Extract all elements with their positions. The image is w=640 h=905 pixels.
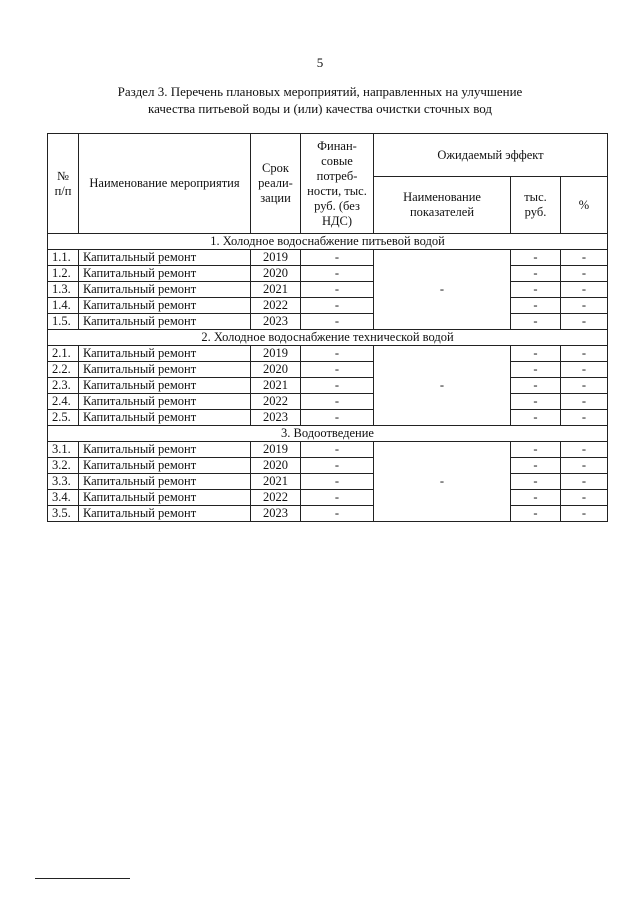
cell-finance: - (301, 490, 374, 506)
cell-thousand-rub: - (511, 394, 561, 410)
cell-year: 2019 (251, 442, 301, 458)
cell-name: Капитальный ремонт (79, 458, 251, 474)
cell-finance: - (301, 506, 374, 522)
cell-thousand-rub: - (511, 362, 561, 378)
cell-thousand-rub: - (511, 282, 561, 298)
cell-percent: - (561, 378, 608, 394)
header-thousand-rub: тыс. руб. (511, 177, 561, 234)
cell-num: 2.2. (48, 362, 79, 378)
cell-name: Капитальный ремонт (79, 442, 251, 458)
cell-thousand-rub: - (511, 490, 561, 506)
cell-finance: - (301, 442, 374, 458)
cell-percent: - (561, 282, 608, 298)
cell-year: 2023 (251, 410, 301, 426)
cell-finance: - (301, 314, 374, 330)
cell-name: Капитальный ремонт (79, 298, 251, 314)
cell-percent: - (561, 490, 608, 506)
cell-year: 2021 (251, 378, 301, 394)
cell-year: 2020 (251, 362, 301, 378)
cell-thousand-rub: - (511, 346, 561, 362)
header-finance: Финан-совые потреб-ности, тыс. руб. (без НДС) (301, 134, 374, 234)
cell-num: 3.1. (48, 442, 79, 458)
table-row (48, 458, 608, 474)
cell-num: 2.3. (48, 378, 79, 394)
table-header (48, 134, 608, 234)
cell-num: 3.4. (48, 490, 79, 506)
group-row (48, 234, 608, 250)
cell-year: 2019 (251, 346, 301, 362)
cell-name: Капитальный ремонт (79, 250, 251, 266)
cell-finance: - (301, 346, 374, 362)
page-number: 5 (316, 55, 324, 70)
cell-num: 2.1. (48, 346, 79, 362)
table-row (48, 410, 608, 426)
measures-table (47, 133, 608, 522)
cell-percent: - (561, 410, 608, 426)
cell-num: 3.5. (48, 506, 79, 522)
cell-finance: - (301, 474, 374, 490)
footnote-divider (35, 878, 130, 879)
cell-year: 2023 (251, 506, 301, 522)
section-title-line-2: качества питьевой воды и (или) качества очистки сточных вод (147, 101, 493, 116)
group-title: 1. Холодное водоснабжение питьевой водой (48, 234, 608, 250)
table-row (48, 282, 608, 298)
cell-year: 2023 (251, 314, 301, 330)
header-num: № п/п (48, 134, 79, 234)
cell-finance: - (301, 282, 374, 298)
cell-name: Капитальный ремонт (79, 490, 251, 506)
cell-year: 2021 (251, 474, 301, 490)
cell-thousand-rub: - (511, 410, 561, 426)
header-percent: % (561, 177, 608, 234)
cell-thousand-rub: - (511, 506, 561, 522)
cell-num: 1.2. (48, 266, 79, 282)
cell-percent: - (561, 314, 608, 330)
cell-name: Капитальный ремонт (79, 378, 251, 394)
cell-num: 2.5. (48, 410, 79, 426)
table-row (48, 362, 608, 378)
cell-thousand-rub: - (511, 474, 561, 490)
table-row (48, 378, 608, 394)
table-row (48, 506, 608, 522)
cell-percent: - (561, 506, 608, 522)
table-row (48, 314, 608, 330)
cell-name: Капитальный ремонт (79, 506, 251, 522)
cell-num: 1.3. (48, 282, 79, 298)
cell-finance: - (301, 362, 374, 378)
cell-thousand-rub: - (511, 298, 561, 314)
cell-name: Капитальный ремонт (79, 282, 251, 298)
cell-percent: - (561, 394, 608, 410)
cell-thousand-rub: - (511, 314, 561, 330)
cell-percent: - (561, 266, 608, 282)
cell-name: Капитальный ремонт (79, 266, 251, 282)
table-row (48, 394, 608, 410)
cell-name: Капитальный ремонт (79, 410, 251, 426)
table-row (48, 266, 608, 282)
group-row (48, 426, 608, 442)
header-term: Срок реали-зации (251, 134, 301, 234)
cell-finance: - (301, 266, 374, 282)
cell-percent: - (561, 362, 608, 378)
table-row (48, 442, 608, 458)
cell-name: Капитальный ремонт (79, 346, 251, 362)
cell-year: 2019 (251, 250, 301, 266)
cell-percent: - (561, 474, 608, 490)
table-row (48, 346, 608, 362)
table-row (48, 298, 608, 314)
cell-percent: - (561, 458, 608, 474)
cell-finance: - (301, 394, 374, 410)
cell-percent: - (561, 250, 608, 266)
group-title: 3. Водоотведение (48, 426, 608, 442)
table-row (48, 250, 608, 266)
header-indicator: Наименование показателей (374, 177, 511, 234)
cell-year: 2022 (251, 394, 301, 410)
header-name: Наименование мероприятия (79, 134, 251, 234)
cell-indicator: - (374, 250, 511, 330)
cell-thousand-rub: - (511, 250, 561, 266)
cell-thousand-rub: - (511, 458, 561, 474)
cell-num: 1.4. (48, 298, 79, 314)
cell-year: 2020 (251, 458, 301, 474)
cell-thousand-rub: - (511, 266, 561, 282)
cell-name: Капитальный ремонт (79, 314, 251, 330)
cell-finance: - (301, 410, 374, 426)
cell-thousand-rub: - (511, 442, 561, 458)
cell-percent: - (561, 298, 608, 314)
group-row (48, 330, 608, 346)
cell-num: 3.3. (48, 474, 79, 490)
cell-thousand-rub: - (511, 378, 561, 394)
cell-indicator: - (374, 346, 511, 426)
cell-year: 2021 (251, 282, 301, 298)
table-row (48, 490, 608, 506)
cell-percent: - (561, 442, 608, 458)
cell-num: 2.4. (48, 394, 79, 410)
group-title: 2. Холодное водоснабжение технической водой (48, 330, 608, 346)
cell-percent: - (561, 346, 608, 362)
cell-name: Капитальный ремонт (79, 394, 251, 410)
cell-year: 2022 (251, 490, 301, 506)
cell-year: 2022 (251, 298, 301, 314)
cell-name: Капитальный ремонт (79, 362, 251, 378)
cell-num: 1.5. (48, 314, 79, 330)
cell-finance: - (301, 298, 374, 314)
cell-year: 2020 (251, 266, 301, 282)
table-row (48, 474, 608, 490)
cell-finance: - (301, 458, 374, 474)
cell-finance: - (301, 378, 374, 394)
section-title-line-1: Раздел 3. Перечень плановых мероприятий, направленных на улучшение (117, 84, 523, 99)
cell-num: 1.1. (48, 250, 79, 266)
table-body (48, 234, 608, 522)
section-title (60, 83, 580, 117)
header-effect: Ожидаемый эффект (374, 134, 608, 177)
cell-finance: - (301, 250, 374, 266)
cell-indicator: - (374, 442, 511, 522)
cell-name: Капитальный ремонт (79, 474, 251, 490)
cell-num: 3.2. (48, 458, 79, 474)
